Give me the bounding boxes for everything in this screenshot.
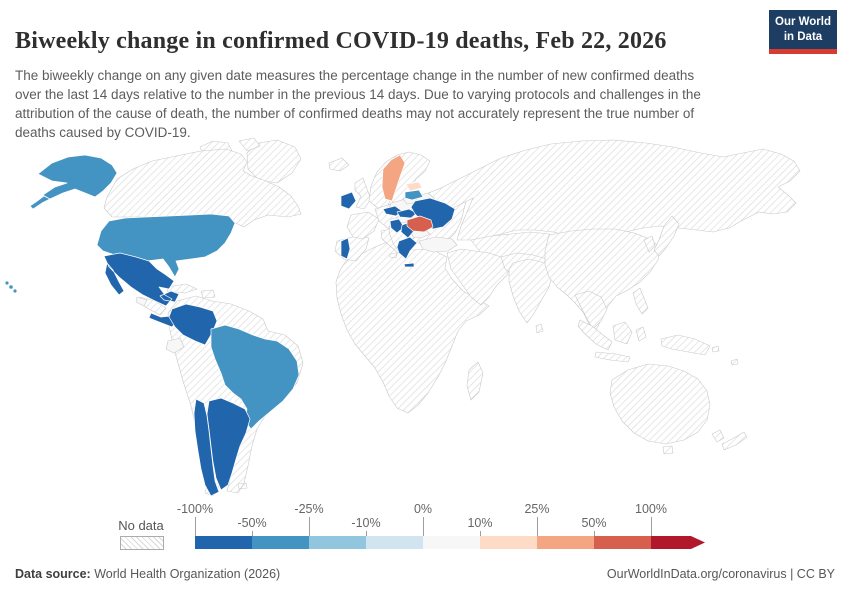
legend-tick-line	[195, 517, 196, 536]
legend-bucket-4[interactable]	[423, 536, 480, 549]
legend-bucket-2[interactable]	[309, 536, 366, 549]
owid-logo[interactable]	[769, 10, 837, 54]
page-title: Biweekly change in confirmed COVID-19 deaths, Feb 22, 2026	[15, 28, 667, 55]
data-source-label: Data source:	[15, 567, 91, 581]
legend-bucket-5[interactable]	[480, 536, 537, 549]
legend-bucket-3[interactable]	[366, 536, 423, 549]
legend-tick-label: -100%	[176, 502, 214, 516]
map-legend	[0, 502, 850, 558]
legend-tick-label: 100%	[635, 502, 667, 516]
legend-tick-label: 25%	[524, 502, 550, 516]
legend-bucket-1[interactable]	[252, 536, 309, 549]
legend-color-bar	[195, 536, 705, 549]
landmass-russia	[421, 140, 800, 240]
credit-link[interactable]: OurWorldInData.org/coronavirus | CC BY	[606, 567, 835, 581]
legend-bucket-6[interactable]	[537, 536, 594, 549]
owid-logo-line2: in Data	[783, 30, 823, 43]
legend-bucket-7[interactable]	[594, 536, 651, 549]
landmass-madagascar	[467, 362, 483, 400]
landmass-uk	[355, 178, 371, 209]
no-data-swatch[interactable]	[120, 536, 164, 550]
legend-tick-line	[309, 517, 310, 536]
legend-bucket-8[interactable]	[651, 536, 705, 549]
landmass-new-zealand	[712, 430, 747, 450]
chart-subtitle: The biweekly change on any given date measures the percentage change in the number of new confirmed deaths over the last 14 days relative to the number in the previous 14 days. Due to varying protocols and challenges in the attribution of the cause of death, the number of confirmed deaths may not accurately represent the true number of deaths caused by COVID-19.	[15, 67, 701, 140]
landmass-new-guinea	[661, 335, 738, 365]
world-map	[0, 133, 850, 505]
legend-tick-line	[423, 517, 424, 536]
legend-tick-label: 10%	[467, 516, 493, 530]
data-source	[15, 567, 280, 581]
landmass-australia	[610, 364, 710, 454]
data-source-text: World Health Organization (2026)	[90, 567, 281, 581]
legend-tick-label: 50%	[581, 516, 607, 530]
legend-tick-line	[651, 517, 652, 536]
owid-logo-line1: Our World	[775, 16, 832, 28]
legend-tick-label: -25%	[294, 502, 324, 516]
no-data-label: No data	[118, 518, 164, 533]
legend-tick-label: -50%	[237, 516, 267, 530]
country-ireland[interactable]	[341, 192, 356, 209]
legend-tick-line	[537, 517, 538, 536]
landmass-iceland	[329, 158, 349, 171]
legend-bucket-0[interactable]	[195, 536, 252, 549]
legend-tick-label: 0%	[413, 502, 433, 516]
legend-tick-label: -10%	[351, 516, 381, 530]
landmass-france	[347, 212, 379, 239]
chart-footer	[0, 567, 850, 581]
